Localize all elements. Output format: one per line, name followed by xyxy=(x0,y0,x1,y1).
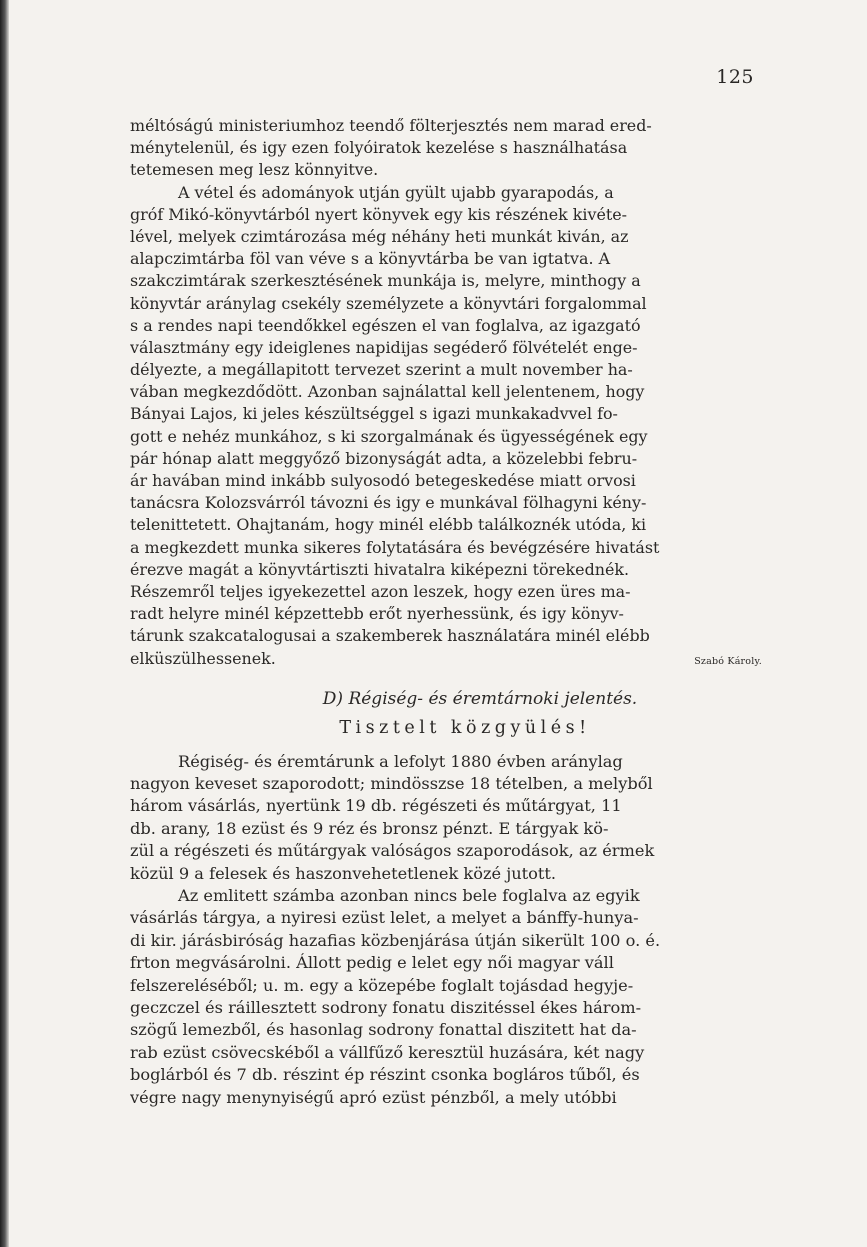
text-line-with-signature xyxy=(130,648,770,670)
text-line: pár hónap alatt meggyőző bizonyságát adta, a közelebbi febru- xyxy=(130,448,638,468)
text-line: db. arany, 18 ezüst és 9 réz és bronsz pénzt. E tárgyak kö- xyxy=(130,818,609,838)
text-line: szögű lemezből, és hasonlag sodrony fonattal diszitett hat da- xyxy=(130,1020,637,1040)
text-line: tanácsra Kolozsvárról távozni és igy e munkával fölhagyni kény- xyxy=(130,493,647,513)
text-line: könyvtár aránylag csekély személyzete a könyvtári forgalommal xyxy=(130,293,647,313)
page-number: 125 xyxy=(716,66,754,88)
text-line: gróf Mikó-könyvtárból nyert könyvek egy kis részének kivéte- xyxy=(130,204,628,224)
section-heading: D) Régiség- és éremtárnoki jelentés. xyxy=(322,688,638,709)
text-line: di kir. járásbiróság hazafias közbenjárása útján sikerült 100 o. é. xyxy=(130,930,661,950)
signature: Szabó Károly. xyxy=(694,655,762,667)
text-line: radt helyre minél képzettebb erőt nyerhessünk, és igy könyv- xyxy=(130,604,624,624)
text-line: lével, melyek czimtározása még néhány heti munkát kiván, az xyxy=(130,226,629,246)
text-line: tetemesen meg lesz könnyitve. xyxy=(130,160,379,180)
text-line: felszereléséből; u. m. egy a közepébe foglalt tojásdad hegyje- xyxy=(130,975,634,995)
text-line: gott e nehéz munkához, s ki szorgalmának és ügyességének egy xyxy=(130,426,648,446)
text-line: végre nagy menynyiségű apró ezüst pénzből, a mely utóbbi xyxy=(130,1087,617,1107)
text-line: vában megkezdődött. Azonban sajnálattal kell jelentenem, hogy xyxy=(130,382,645,402)
text-line: közül 9 a felesek és haszonvehetetlenek közé jutott. xyxy=(130,863,557,883)
text-line: alapczimtárba föl van véve s a könyvtárba be van igtatva. A xyxy=(130,249,611,269)
text-line: vásárlás tárgya, a nyiresi ezüst lelet, a melyet a bánffy-hunya- xyxy=(130,908,639,928)
text-line: méltóságú ministeriumhoz teendő fölterjesztés nem marad ered- xyxy=(130,116,652,135)
text-line: ár havában mind inkább sulyosodó betegeskedése miatt orvosi xyxy=(130,471,636,490)
text-line: ménytelenül, és igy ezen folyóiratok kezelése s használhatása xyxy=(130,138,628,158)
text-line: tárunk szakcatalogusai a szakemberek használatára minél elébb xyxy=(130,626,650,646)
text-line: A vétel és adományok utján gyült ujabb gyarapodás, a xyxy=(178,182,614,202)
text-line: elküszülhessenek. xyxy=(130,648,276,668)
text-line: telenittetett. Ohajtanám, hogy minél elébb találkoznék utóda, ki xyxy=(130,515,647,535)
text-line: három vásárlás, nyertünk 19 db. régészeti és műtárgyat, 11 xyxy=(130,796,622,816)
text-line: Bányai Lajos, ki jeles készültséggel s igazi munkakadvvel fo- xyxy=(130,404,618,424)
text-line: a megkezdett munka sikeres folytatására és bevégzésére hivatást xyxy=(130,537,660,557)
text-line: érezve magát a könyvtártiszti hivatalra kiképezni törekednék. xyxy=(130,559,630,579)
section-library-report xyxy=(130,115,770,670)
salutation: Tisztelt közgyülés! xyxy=(339,717,591,738)
text-line: Régiség- és éremtárunk a lefolyt 1880 évben aránylag xyxy=(178,751,623,771)
text-line: délyezte, a megállapitott tervezet szerint a mult november ha- xyxy=(130,360,633,380)
text-line: boglárból és 7 db. részint ép részint csonka bogláros tűből, és xyxy=(130,1065,640,1085)
text-line: geczczel és ráillesztett sodrony fonatu diszitéssel ékes három- xyxy=(130,997,642,1017)
text-line: szakczimtárak szerkesztésének munkája is, melyre, minthogy a xyxy=(130,271,641,291)
text-line: rab ezüst csövecskéből a vállfűző keresztül huzására, két nagy xyxy=(130,1042,645,1062)
text-line: frton megvásárolni. Állott pedig e lelet egy női magyar váll xyxy=(130,953,614,973)
text-line: választmány egy ideiglenes napidijas segéderő fölvételét enge- xyxy=(130,337,638,357)
text-line: nagyon keveset szaporodott; mindösszse 18 tételben, a melyből xyxy=(130,774,653,794)
book-binding-shadow xyxy=(0,0,9,1247)
text-line: Az emlitett számba azonban nincs bele foglalva az egyik xyxy=(178,886,640,906)
text-line: s a rendes napi teendőkkel egészen el van foglalva, az igazgató xyxy=(130,315,641,335)
section-antiquities-report xyxy=(130,751,770,1109)
page-text xyxy=(130,115,770,1109)
text-line: zül a régészeti és műtárgyak valóságos szaporodások, az érmek xyxy=(130,841,655,861)
text-line: Részemről teljes igyekezettel azon leszek, hogy ezen üres ma- xyxy=(130,581,631,601)
